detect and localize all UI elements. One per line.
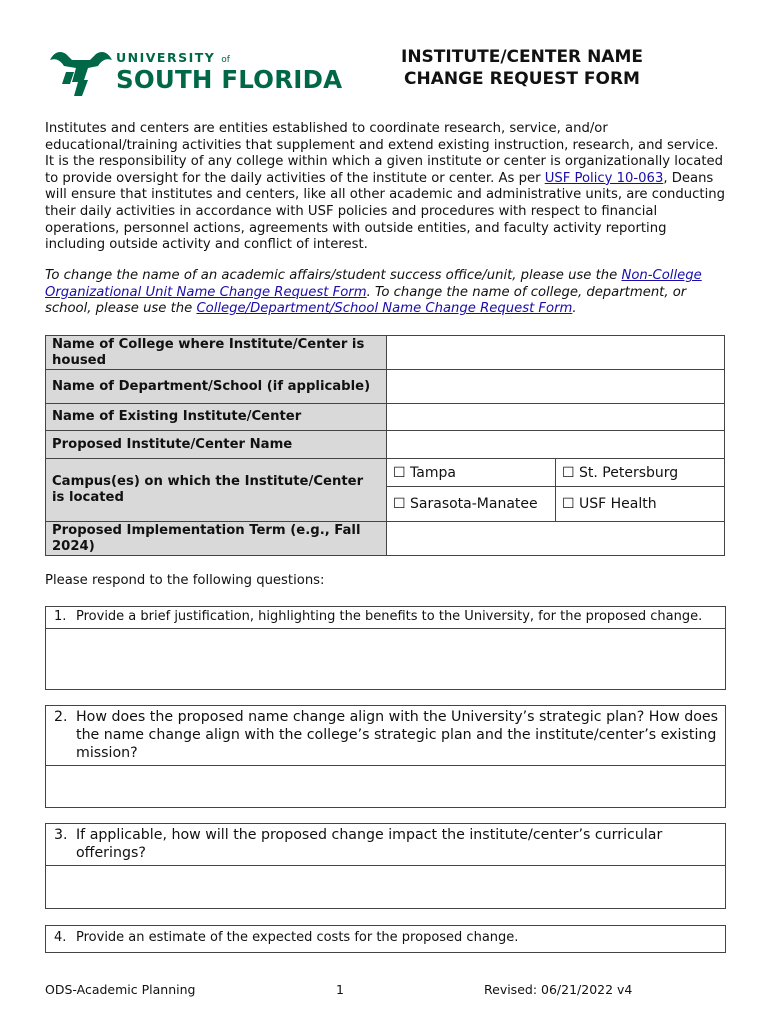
non-college-form-link[interactable]: Non-College Organizational Unit Name Change Request Form <box>45 268 702 300</box>
college-form-link[interactable]: College/Department/School Name Change Request Form <box>196 301 573 317</box>
campus-sarasota-checkbox[interactable]: ☐ Sarasota-Manatee <box>387 487 556 522</box>
question-1-answer[interactable] <box>46 629 725 673</box>
questions-prompt: Please respond to the following questions: <box>45 573 325 588</box>
footer-page-number: 1 <box>336 982 344 997</box>
usf-policy-link[interactable]: USF Policy 10-063 <box>544 170 664 186</box>
question-3-number: 3. <box>54 827 68 843</box>
footer-revised-date: Revised: 06/21/2022 v4 <box>484 982 633 997</box>
usf-bull-logo-icon <box>46 46 116 98</box>
question-3-box <box>45 823 726 909</box>
college-label: Name of College where Institute/Center is housed <box>46 336 387 370</box>
logo-south-florida-text: SOUTH FLORIDA <box>116 65 343 94</box>
question-1-text: Provide a brief justification, highlighting the benefits to the University, for the proposed change. <box>76 609 703 624</box>
question-1-box <box>45 606 726 690</box>
proposed-name-label: Proposed Institute/Center Name <box>46 431 387 459</box>
logo-university-text: UNIVERSITY of <box>116 50 230 65</box>
department-label: Name of Department/School (if applicable) <box>46 370 387 404</box>
question-2-text: How does the proposed name change align with the University’s strategic plan? How does the name change align with the college’s strategic plan and the institute/center’s existing mission? <box>76 709 719 761</box>
term-input[interactable] <box>387 522 725 556</box>
existing-name-label: Name of Existing Institute/Center <box>46 404 387 431</box>
proposed-name-input[interactable] <box>387 431 725 459</box>
question-3-text: If applicable, how will the proposed change impact the institute/center’s curricular offerings? <box>76 827 663 861</box>
question-2-number: 2. <box>54 709 68 725</box>
college-input[interactable] <box>387 336 725 370</box>
campus-tampa-checkbox[interactable]: ☐ Tampa <box>387 459 556 487</box>
campus-stpete-checkbox[interactable]: ☐ St. Petersburg <box>556 459 725 487</box>
name-change-note: To change the name of an academic affairs/student success office/unit, please use the Non-College Organizational Unit Name Change Request Form. To change the name of college, department, or school, please use the College/Department/School Name Change Request Form. <box>45 268 702 317</box>
question-4-box <box>45 925 726 953</box>
intro-paragraph: Institutes and centers are entities established to coordinate research, service, and/or educational/training activities that supplement and extend existing instruction, research, and service. It is the responsibility of any college within which a given institute or center is organizationally located to provide oversight for the daily activities of the institute or center. As per USF Policy 10-063, Deans will ensure that institutes and centers, like all other academic and administrative units, are conducting their daily activities in accordance with USF policies and procedures with respect to financial operations, personnel actions, agreements with outside entities, and faculty activity reporting including outside activity and conflict of interest. <box>45 121 725 253</box>
question-2-box <box>45 705 726 808</box>
form-title: INSTITUTE/CENTER NAME CHANGE REQUEST FORM <box>401 47 643 89</box>
campuses-label: Campus(es) on which the Institute/Center is located <box>46 459 387 522</box>
term-label: Proposed Implementation Term (e.g., Fall 2024) <box>46 522 387 556</box>
institute-info-table <box>45 335 725 556</box>
department-input[interactable] <box>387 370 725 404</box>
footer-department: ODS-Academic Planning <box>45 982 196 997</box>
existing-name-input[interactable] <box>387 404 725 431</box>
question-4-text: Provide an estimate of the expected costs for the proposed change. <box>76 930 519 945</box>
question-2-answer[interactable] <box>46 766 725 810</box>
campus-health-checkbox[interactable]: ☐ USF Health <box>556 487 725 522</box>
question-4-number: 4. <box>54 930 67 945</box>
question-1-number: 1. <box>54 609 67 624</box>
question-3-answer[interactable] <box>46 866 725 910</box>
